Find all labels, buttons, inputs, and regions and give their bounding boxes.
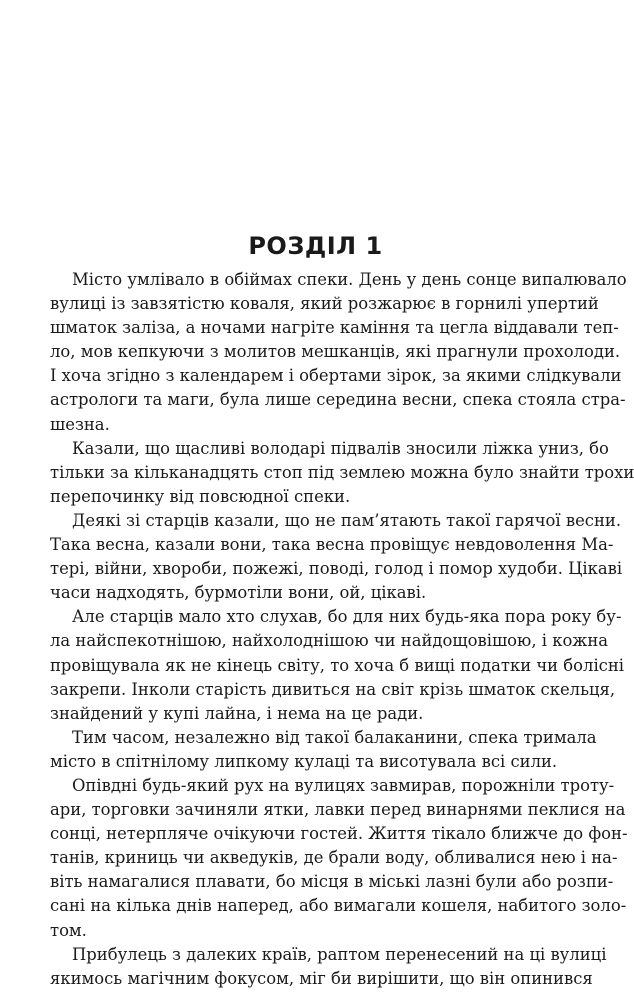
text-line: Казали, що щасливі володарі підвалів зносили ліжка униз, бо bbox=[72, 438, 609, 458]
text-line: Але старців мало хто слухав, бо для них будь-яка пора року бу- bbox=[72, 607, 622, 627]
text-line: шезна. bbox=[50, 414, 110, 434]
chapter-title: РОЗДІЛ 1 bbox=[248, 232, 383, 260]
text-line: якимось магічним фокусом, міг би вирішити, що він опинився bbox=[50, 968, 593, 988]
text-line: Така весна, казали вони, така весна провіщує невдоволення Ма- bbox=[50, 535, 614, 555]
text-line: Прибулець з далеких країв, раптом перенесений на ці вулиці bbox=[72, 944, 607, 964]
text-line: шматок заліза, а ночами нагріте каміння та цегла віддавали теп- bbox=[50, 318, 619, 338]
text-line: віть намагалися плавати, бо місця в міські лазні були або розпи- bbox=[50, 872, 614, 892]
text-line: знайдений у купі лайна, і нема на це ради. bbox=[50, 703, 424, 723]
text-line: астрологи та маги, була лише середина весни, спека стояла стра- bbox=[50, 390, 626, 410]
text-line: ари, торговки зачиняли ятки, лавки перед винарнями пеклися на bbox=[50, 800, 626, 820]
text-line: Місто умлівало в обіймах спеки. День у день сонце випалювало bbox=[72, 270, 627, 289]
body-text bbox=[50, 268, 634, 991]
text-line: сонці, нетерпляче очікуючи гостей. Життя тікало ближче до фон- bbox=[50, 824, 628, 844]
text-line: І хоча згідно з календарем і обертами зірок, за якими слідкували bbox=[50, 366, 622, 386]
text-line: танів, криниць чи акведуків, де брали воду, обливалися нею і на- bbox=[50, 848, 618, 868]
text-line: Опівдні будь-який рух на вулицях завмирав, порожніли троту- bbox=[72, 775, 615, 795]
text-line: місто в спітнілому липкому кулаці та висотувала всі сили. bbox=[50, 751, 558, 771]
text-line: тері, війни, хвороби, пожежі, поводі, голод і помор худоби. Цікаві bbox=[50, 559, 623, 579]
text-line: перепочинку від повсюдної спеки. bbox=[50, 486, 351, 506]
text-line: тільки за кільканадцять стоп під землею можна було знайти трохи bbox=[50, 462, 634, 482]
text-line: закрепи. Інколи старість дивиться на світ крізь шматок скельця, bbox=[50, 679, 616, 699]
text-line: Деякі зі старців казали, що не пам’ятають такої гарячої весни. bbox=[72, 510, 622, 530]
text-line: ло, мов кепкуючи з молитов мешканців, які прагнули прохолоди. bbox=[50, 342, 621, 362]
text-line: часи надходять, бурмотіли вони, ой, цікаві. bbox=[50, 583, 427, 603]
text-line: ла найспекотнішою, найхолоднішою чи найдощовішою, і кожна bbox=[50, 631, 609, 651]
text-line: вулиці із завзятістю коваля, який розжарює в горнилі упертий bbox=[50, 294, 599, 314]
text-line: сані на кілька днів наперед, або вимагали кошеля, набитого золо- bbox=[50, 896, 627, 916]
text-line: провіщувала як не кінець світу, то хоча б вищі податки чи болісні bbox=[50, 655, 625, 675]
text-line: том. bbox=[50, 920, 87, 940]
text-line: Тим часом, незалежно від такої балаканини, спека тримала bbox=[72, 727, 597, 747]
